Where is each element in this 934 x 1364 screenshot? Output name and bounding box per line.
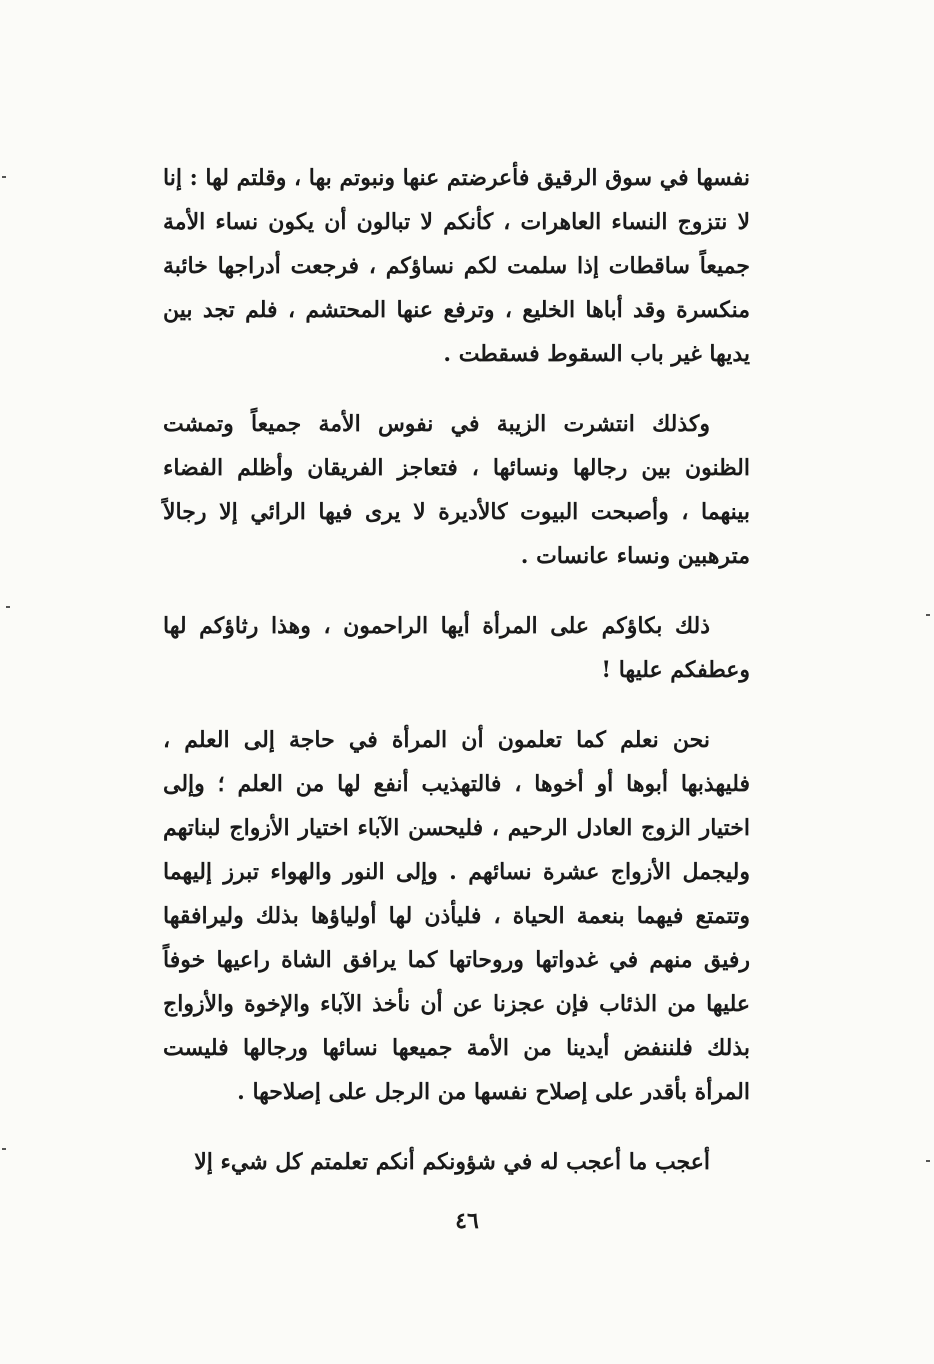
scan-speck — [2, 1148, 6, 1150]
paragraph-4: نحن نعلم كما تعلمون أن المرأة في حاجة إلى العلم ، فليهذبها أبوها أو أخوها ، فالتهذيب أنفع لها من العلم ؛ وإلى اختيار الزوج العادل الرحيم ، فليحسن الآباء اختيار الأزواج لبناتهم وليجمل الأزواج عشرة نسائهم . وإلى النور والهواء تبرز إليهما وتتمتع فيهما بنعمة الحياة ، فليأذن لها أولياؤها بذلك وليرافقها رفيق منهم في غدواتها وروحاتها كما يرافق الشاة راعيها خوفاً عليها من الذئاب فإن عجزنا عن أن نأخذ الآباء والإخوة والأزواج بذلك فلننفض أيدينا من الأمة جميعها نسائها ورجالها فليست المرأة بأقدر على إصلاح نفسها من الرجل على إصلاحها . — [163, 727, 750, 1105]
page-number: ٤٦ — [455, 1208, 479, 1234]
scan-speck — [2, 176, 6, 178]
scan-speck — [926, 614, 930, 616]
paragraph-5: أعجب ما أعجب له في شؤونكم أنكم تعلمتم كل شيء إلا — [194, 1149, 710, 1175]
paragraph-3: ذلك بكاؤكم على المرأة أيها الراحمون ، وهذا رثاؤكم لها وعطفكم عليها ! — [163, 613, 750, 683]
paragraph-1: نفسها في سوق الرقيق فأعرضتم عنها ونبوتم بها ، وقلتم لها : إنا لا نتزوج النساء العاهرات ، كأنكم لا تبالون أن يكون نساء الأمة جميعاً ساقطات إذا سلمت لكم نساؤكم ، فرجعت أدراجها خائبة منكسرة وقد أباها الخليع ، وترفع عنها المحتشم ، فلم تجد بين يديها غير باب السقوط فسقطت . — [163, 165, 750, 367]
scan-speck — [926, 1160, 930, 1162]
scan-speck — [6, 606, 10, 608]
paragraph-2: وكذلك انتشرت الزيبة في نفوس الأمة جميعاً وتمشت الظنون بين رجالها ونسائها ، فتعاجز الفريقان وأظلم الفضاء بينهما ، وأصبحت البيوت كالأديرة لا يرى فيها الرائي إلا رجالاً مترهبين ونساء عانسات . — [163, 411, 750, 569]
page-body-text — [163, 156, 750, 1184]
